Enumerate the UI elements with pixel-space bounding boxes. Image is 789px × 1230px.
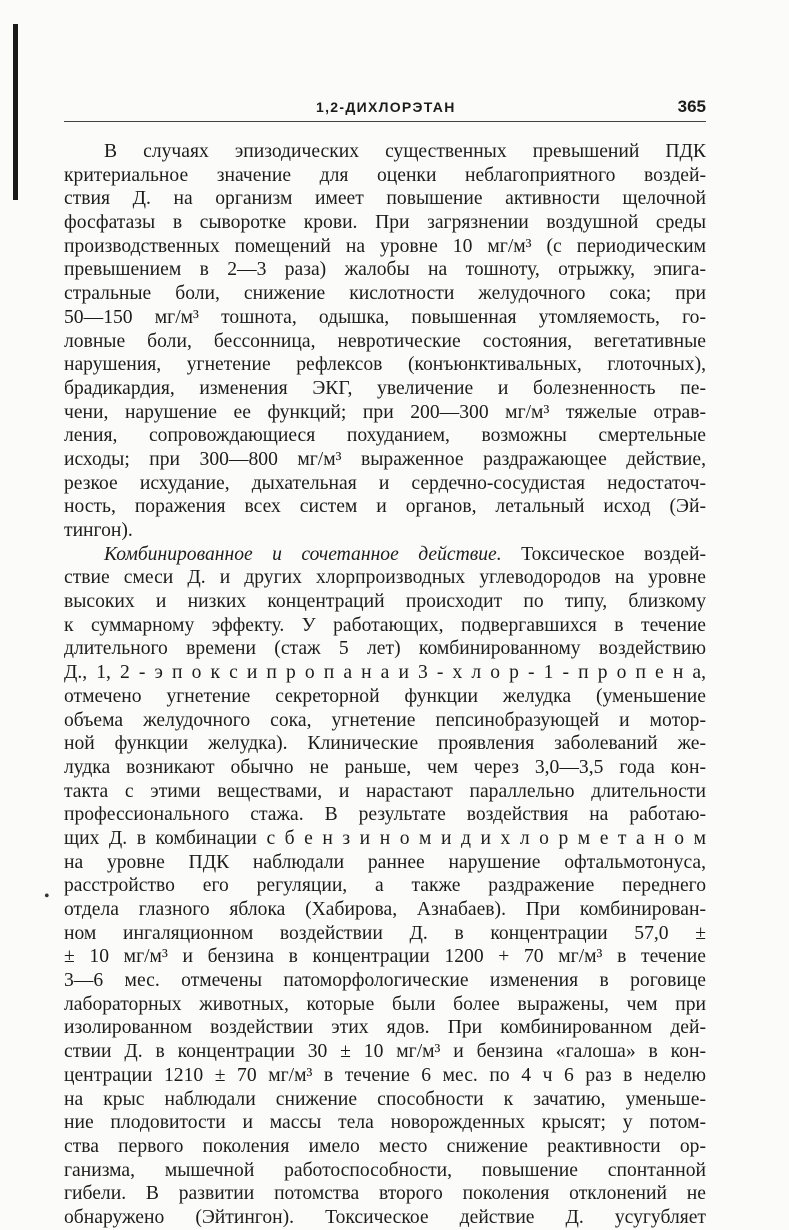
text-line — [64, 543, 706, 567]
text-line: центрации 1210 ± 70 мг/м³ в течение 6 мес. по 4 ч 6 раз в неделю — [64, 1064, 706, 1086]
text-line: изолированном воздействии этих ядов. При комбинированном дей- — [64, 1017, 706, 1039]
text-line: брадикардия, изменения ЭКГ, увеличение и болезненность пе- — [64, 377, 706, 399]
text-line: расстройство его регуляции, а также раздражение переднего — [64, 875, 706, 897]
text-line: отмечено угнетение секреторной функции желудка (уменьшение — [64, 685, 706, 707]
running-header — [64, 97, 706, 119]
text-line: Д., 1, 2 - э п о к с и п р о п а н а и 3 - х л о р - 1 - п р о п е н а, — [64, 662, 706, 684]
paragraph-2 — [64, 543, 706, 1230]
text-line: ганизма, мышечной работоспособности, повышение спонтанной — [64, 1159, 706, 1181]
text-line: лабораторных животных, которые были более выражены, чем при — [64, 993, 706, 1015]
text-line: высоких и низких концентраций происходит по типу, близкому — [64, 591, 706, 613]
text-line: исходы; при 300—800 мг/м³ выраженное раздражающее действие, — [64, 448, 706, 470]
text-line: объема желудочного сока, угнетение пепсинобразующей и мотор- — [64, 709, 706, 731]
text-line: к суммарному эффекту. У работающих, подвергавшихся в течение — [64, 614, 706, 636]
text-line: ± 10 мг/м³ и бензина в концентрации 1200 + 70 мг/м³ в течение — [64, 946, 706, 968]
text-line: обнаружено (Эйтингон). Токсическое действие Д. усугубляет — [64, 1206, 706, 1228]
text-line: критериальное значение для оценки неблагоприятного воздей- — [64, 164, 706, 186]
text-line: В случаях эпизодических существенных превышений ПДК — [104, 141, 706, 162]
text-line: ления, сопровождающиеся похуданием, возможны смертельные — [64, 425, 706, 447]
margin-mark: • — [44, 888, 50, 905]
section-lead: Комбинированное и сочетанное действие. — [104, 543, 502, 565]
text-line: стральные боли, снижение кислотности желудочного сока; при — [64, 283, 706, 305]
page-number: 365 — [677, 97, 706, 116]
text-line: ствии Д. в концентрации 30 ± 10 мг/м³ и бензина «галоша» в кон- — [64, 1041, 706, 1063]
text-line: ном ингаляционном воздействии Д. в концентрации 57,0 ± — [64, 922, 706, 944]
text-line: нарушения, угнетение рефлексов (конъюнктивальных, глоточных), — [64, 354, 706, 376]
text-line: ствие смеси Д. и других хлорпроизводных углеводородов на уровне — [64, 567, 706, 589]
text-line: такта с этими веществами, и нарастают параллельно длительности — [64, 780, 706, 802]
text-line: отдела глазного яблока (Хабирова, Азнабаев). При комбинирован- — [64, 899, 706, 920]
text-line: на крыс наблюдали снижение способности к зачатию, уменьше- — [64, 1088, 706, 1110]
paragraph-1 — [64, 140, 706, 543]
text-line: длительного времени (стаж 5 лет) комбинированному воздействию — [64, 638, 706, 660]
text-line: тингон). — [64, 520, 133, 541]
text-line: лудка возникают обычно не раньше, чем через 3,0—3,5 года кон- — [64, 756, 706, 778]
page-body — [64, 140, 706, 1230]
text-run: Токсическое воздей- — [501, 543, 706, 565]
text-line: резкое исхудание, дыхательная и сердечно-сосудистая недостаточ- — [64, 472, 706, 494]
scan-edge-mark — [13, 24, 18, 200]
text-line: гибели. В развитии потомства второго поколения отклонений не — [64, 1183, 706, 1205]
text-line: ной функции желудка). Клинические проявления заболеваний же- — [64, 733, 706, 755]
text-line: 50—150 мг/м³ тошнота, одышка, повышенная утомляемость, го- — [64, 306, 706, 328]
text-line: превышением в 2—3 раза) жалобы на тошноту, отрыжку, эпига- — [64, 259, 706, 281]
text-line: 3—6 мес. отмечены патоморфологические изменения в роговице — [64, 970, 706, 992]
text-line: чени, нарушение ее функций; при 200—300 мг/м³ тяжелые отрав- — [64, 401, 706, 423]
text-line: профессионального стажа. В результате воздействия на работаю- — [64, 804, 706, 826]
text-line: ние плодовитости и массы тела новорожденных крысят; у потом- — [64, 1112, 706, 1134]
text-line: щих Д. в комбинации с б е н з и н о м и д и х л о р м е т а н о м — [64, 827, 706, 849]
text-line: ствия Д. на организм имеет повышение активности щелочной — [64, 188, 706, 210]
header-rule — [64, 121, 706, 122]
text-line: на уровне ПДК наблюдали раннее нарушение офтальмотонуса, — [64, 851, 706, 873]
text-line: ловные боли, бессонница, невротические состояния, вегетативные — [64, 330, 706, 352]
text-line: ность, поражения всех систем и органов, летальный исход (Эй- — [64, 496, 706, 518]
running-header-title: 1,2-ДИХЛОРЭТАН — [316, 99, 456, 115]
text-line: фосфатазы в сыворотке крови. При загрязнении воздушной среды — [64, 212, 706, 234]
text-line: ства первого поколения имело место снижение реактивности ор- — [64, 1135, 706, 1157]
text-line: производственных помещений на уровне 10 мг/м³ (с периодическим — [64, 235, 706, 257]
